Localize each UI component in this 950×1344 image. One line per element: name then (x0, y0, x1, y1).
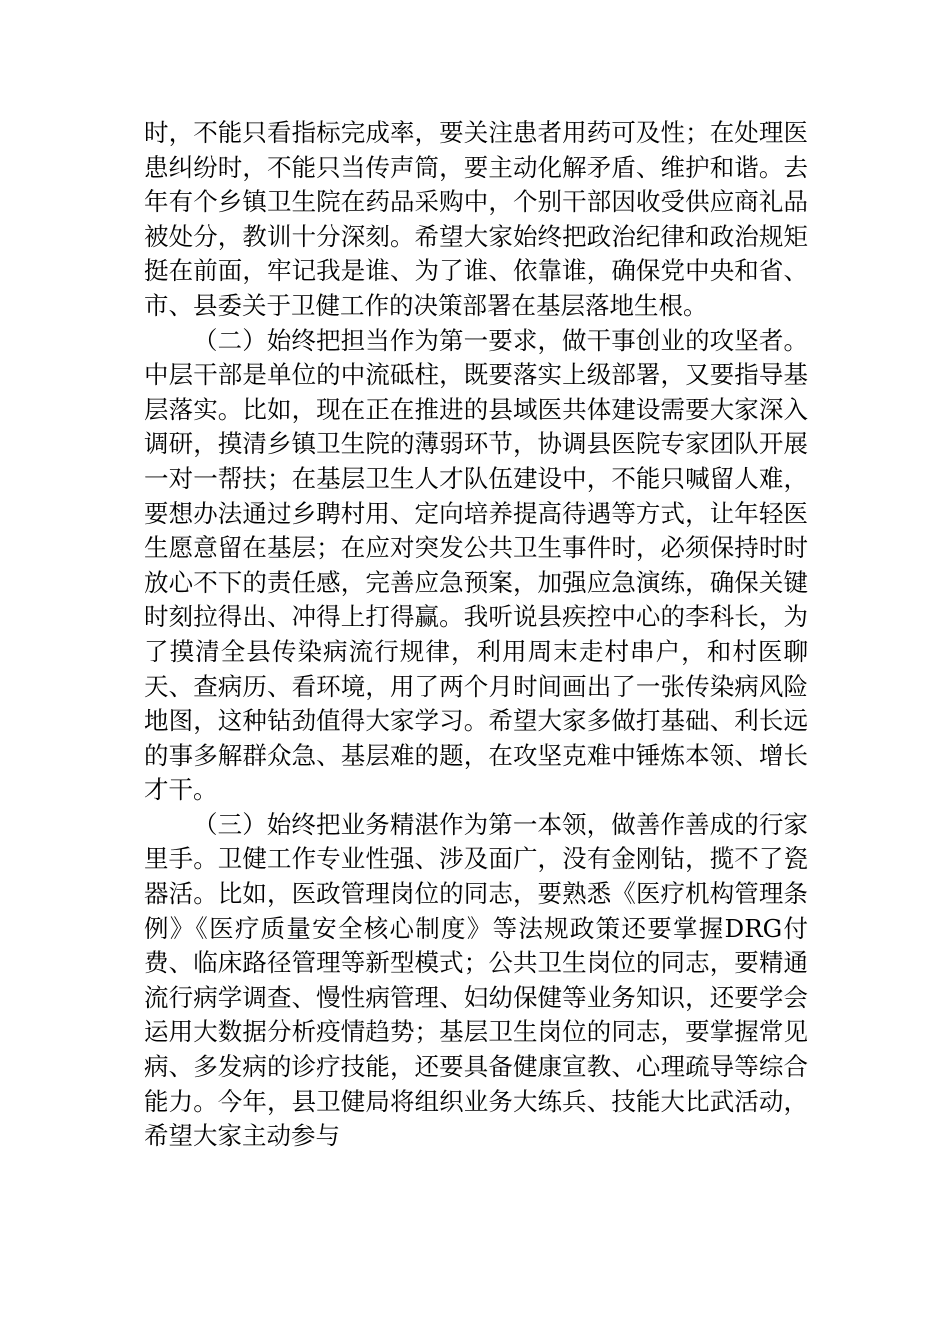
paragraph-continuation: 时，不能只看指标完成率，要关注患者用药可及性；在处理医患纠纷时，不能只当传声筒，要主动化解矛盾、维护和谐。去年有个乡镇卫生院在药品采购中，个别干部因收受供应商礼品被处分，教训十分深刻。希望大家始终把政治纪律和政治规矩挺在前面，牢记我是谁、为了谁、依靠谁，确保党中央和省、市、县委关于卫健工作的决策部署在基层落地生根。 (144, 118, 808, 320)
document-body (144, 116, 808, 1154)
paragraph-section-two: （二）始终把担当作为第一要求，做干事创业的攻坚者。中层干部是单位的中流砥柱，既要落实上级部署，又要指导基层落实。比如，现在正在推进的县域医共体建设需要大家深入调研，摸清乡镇卫生院的薄弱环节，协调县医院专家团队开展一对一帮扶；在基层卫生人才队伍建设中，不能只喊留人难，要想办法通过乡聘村用、定向培养提高待遇等方式，让年轻医生愿意留在基层；在应对突发公共卫生事件时，必须保持时时放心不下的责任感，完善应急预案，加强应急演练，确保关键时刻拉得出、冲得上打得赢。我听说县疾控中心的李科长，为了摸清全县传染病流行规律，利用周末走村串户，和村医聊天、查病历、看环境，用了两个月时间画出了一张传染病风险地图，这种钻劲值得大家学习。希望大家多做打基础、利长远的事多解群众急、基层难的题，在攻坚克难中锤炼本领、增长才干。 (144, 325, 808, 805)
paragraph-section-three: （三）始终把业务精湛作为第一本领，做善作善成的行家里手。卫健工作专业性强、涉及面广，没有金刚钻，揽不了瓷器活。比如，医政管理岗位的同志，要熟悉《医疗机构管理条例》《医疗质量安全核心制度》等法规政策还要掌握DRG付费、临床路径管理等新型模式；公共卫生岗位的同志，要精通流行病学调查、慢性病管理、妇幼保健等业务知识，还要学会运用大数据分析疫情趋势；基层卫生岗位的同志，要掌握常见病、多发病的诊疗技能，还要具备健康宣教、心理疏导等综合能力。今年，县卫健局将组织业务大练兵、技能大比武活动，希望大家主动参与 (144, 809, 808, 1151)
